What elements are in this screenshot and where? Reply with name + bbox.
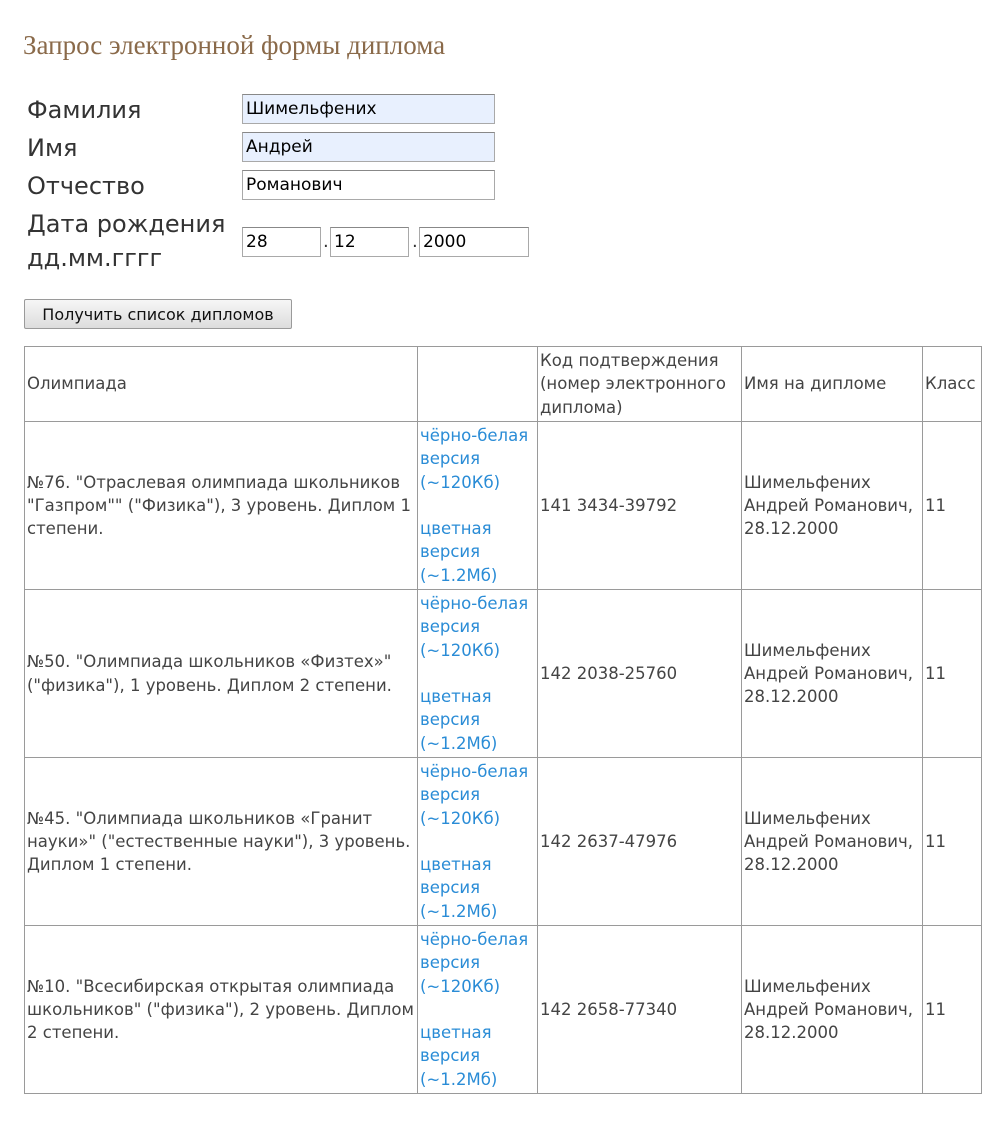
grade-cell: 11	[923, 758, 982, 926]
table-row	[25, 926, 982, 1094]
olympiad-cell: №76. "Отраслевая олимпиада школьников "Газпром"" ("Физика"), 3 уровень. Диплом 1 степени.	[25, 422, 418, 590]
diploma-birthdate: 28.12.2000	[744, 519, 839, 539]
confirmation-code-cell: 142 2038-25760	[538, 590, 742, 758]
date-separator: .	[412, 231, 418, 252]
olympiad-cell: №45. "Олимпиада школьников «Гранит науки»" ("естественные науки"), 3 уровень. Диплом 1 степени.	[25, 758, 418, 926]
table-row	[25, 758, 982, 926]
download-links-cell	[418, 590, 538, 758]
name-on-diploma-cell	[742, 590, 923, 758]
confirmation-code-cell: 141 3434-39792	[538, 422, 742, 590]
birth-month-input[interactable]	[330, 227, 409, 257]
date-separator: .	[323, 231, 329, 252]
download-links-cell	[418, 758, 538, 926]
olympiad-cell: №10. "Всесибирская открытая олимпиада школьников" ("физика"), 2 уровень. Диплом 2 степени.	[25, 926, 418, 1094]
birth-day-input[interactable]	[242, 227, 321, 257]
page-title: Запрос электронной формы диплома	[23, 30, 446, 60]
diplomas-table	[24, 346, 982, 1094]
grade-cell: 11	[923, 590, 982, 758]
color-version-link[interactable]: цветная версия (~1.2Мб)	[420, 687, 498, 753]
diploma-surname: Шимельфених	[744, 640, 871, 660]
olympiad-cell: №50. "Олимпиада школьников «Физтех»" ("физика"), 1 уровень. Диплом 2 степени.	[25, 590, 418, 758]
confirmation-code-cell: 142 2658-77340	[538, 926, 742, 1094]
get-diplomas-button[interactable]: Получить список дипломов	[24, 299, 292, 329]
grade-cell: 11	[923, 926, 982, 1094]
patronymic-label: Отчество	[27, 172, 145, 200]
table-row	[25, 590, 982, 758]
column-header-code: Код подтверждения (номер электронного диплома)	[538, 347, 742, 422]
download-links-cell	[418, 926, 538, 1094]
surname-input[interactable]	[242, 94, 495, 124]
download-links-cell	[418, 422, 538, 590]
bw-version-link[interactable]: чёрно-белая версия (~120Кб)	[420, 762, 529, 828]
color-version-link[interactable]: цветная версия (~1.2Мб)	[420, 519, 498, 585]
name-on-diploma-cell	[742, 926, 923, 1094]
diploma-surname: Шимельфених	[744, 472, 871, 492]
name-label: Имя	[27, 134, 78, 162]
birthdate-format-hint: дд.мм.гггг	[27, 244, 163, 272]
bw-version-link[interactable]: чёрно-белая версия (~120Кб)	[420, 594, 529, 660]
color-version-link[interactable]: цветная версия (~1.2Мб)	[420, 1023, 498, 1089]
bw-version-link[interactable]: чёрно-белая версия (~120Кб)	[420, 930, 529, 996]
diploma-given-names: Андрей Романович,	[744, 495, 914, 515]
patronymic-input[interactable]	[242, 170, 495, 200]
diploma-given-names: Андрей Романович,	[744, 663, 914, 683]
column-header-olympiad: Олимпиада	[25, 347, 418, 422]
diploma-surname: Шимельфених	[744, 976, 871, 996]
birth-year-input[interactable]	[419, 227, 529, 257]
table-row	[25, 422, 982, 590]
birthdate-label: Дата рождения	[27, 210, 226, 238]
column-header-name-on-diploma: Имя на дипломе	[742, 347, 923, 422]
name-on-diploma-cell	[742, 758, 923, 926]
column-header-grade: Класс	[923, 347, 982, 422]
diploma-birthdate: 28.12.2000	[744, 687, 839, 707]
column-header-links	[418, 347, 538, 422]
diploma-given-names: Андрей Романович,	[744, 999, 914, 1019]
diploma-surname: Шимельфених	[744, 808, 871, 828]
diploma-given-names: Андрей Романович,	[744, 831, 914, 851]
table-header-row	[25, 347, 982, 422]
grade-cell: 11	[923, 422, 982, 590]
diploma-birthdate: 28.12.2000	[744, 855, 839, 875]
color-version-link[interactable]: цветная версия (~1.2Мб)	[420, 855, 498, 921]
diploma-birthdate: 28.12.2000	[744, 1023, 839, 1043]
bw-version-link[interactable]: чёрно-белая версия (~120Кб)	[420, 426, 529, 492]
name-input[interactable]	[242, 132, 495, 162]
surname-label: Фамилия	[27, 96, 142, 124]
confirmation-code-cell: 142 2637-47976	[538, 758, 742, 926]
name-on-diploma-cell	[742, 422, 923, 590]
